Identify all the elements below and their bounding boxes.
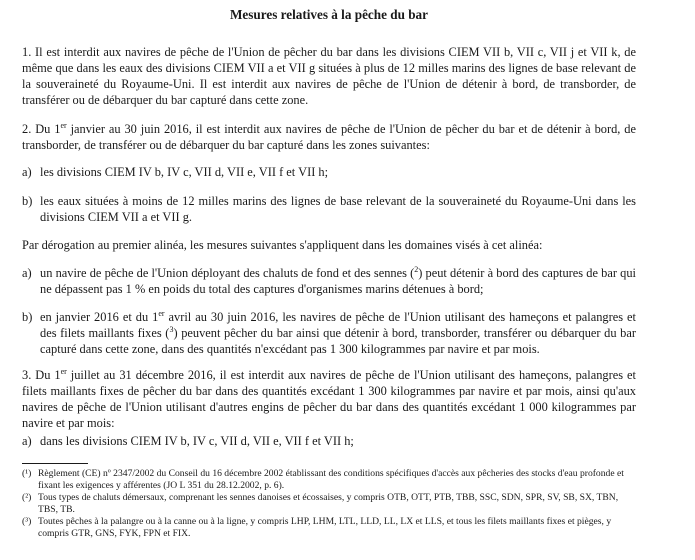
paragraph-2-rest: janvier au 30 juin 2016, il est interdit aux navires de pêche de l'Union de pêcher du bar et de détenir à bord, de transborder, de transférer ou de débarquer du bar capturé dans les zones suivantes: — [22, 122, 636, 152]
text-run: un navire de pêche de l'Union déployant des chaluts de fond et des sennes ( — [40, 266, 415, 280]
superscript: er — [158, 309, 165, 318]
derogation-paragraph: Par dérogation au premier alinéa, les mesures suivantes s'appliquent dans les domaines visés à cet alinéa: — [22, 238, 543, 252]
paragraph-3-superscript: er — [60, 367, 67, 376]
footnote-label: (²) — [22, 492, 32, 503]
text-run: ) peuvent pêcher du bar ainsi que détenir à bord, transborder, transférer ou débarquer du bar capturé dans cette zone, dans des quantités n'excédant pas 1 300 kilogrammes par navire et par mois. — [40, 326, 636, 356]
list-item-text — [40, 309, 636, 357]
footnote-text: Toutes pêches à la palangre ou à la canne ou à la ligne, y compris LHP, LHM, LTL, LLD, LL, LX et LLS, et tous les filets maillants fixes et pièges, y compris GTR, GNS, FYK, FPN et FIX. — [38, 516, 612, 539]
document-title: Mesures relatives à la pêche du bar — [229, 7, 429, 22]
list-item-label: b) — [22, 194, 33, 208]
footnote — [22, 516, 636, 540]
footnote-label: (¹) — [22, 468, 32, 479]
paragraph-3-rest: juillet au 31 décembre 2016, il est interdit aux navires de pêche de l'Union utilisant des hameçons, palangres et filets maillants fixes de pêcher du bar dans des quantités excédant 1 300 kilogrammes par navire et par mois, ainsi qu'aux navires de pêche de l'Union utilisant d'autres engins de pêcher du bar dans des quantités excédant 1 000 kilogrammes par navire et par mois: — [22, 368, 636, 430]
list-item-label: a) — [22, 165, 32, 179]
list-item-text: les eaux situées à moins de 12 milles marins des lignes de base relevant de la souveraineté du Royaume-Uni dans les divisions CIEM VII a et VII g. — [40, 194, 636, 224]
text-run: en janvier 2016 et du 1 — [40, 310, 159, 324]
paragraph-3-start: 3. Du 1 — [22, 368, 61, 382]
paragraph-1: 1. Il est interdit aux navires de pêche de l'Union de pêcher du bar dans les divisions CIEM VII b, VII c, VII j et VII k, de même que dans les eaux des divisions CIEM VII a et VII g situées à plus de 12 milles marins des lignes de base relevant de la souveraineté du Royaume-Uni. Il est interdit aux navires de pêche de l'Union de détenir à bord, de transborder, de transférer ou de débarquer du bar capturé dans cette zone. — [22, 45, 636, 107]
list-item-text — [40, 265, 636, 297]
list-item-text: dans les divisions CIEM IV b, IV c, VII d, VII e, VII f et VII h; — [40, 434, 354, 448]
list-item — [22, 164, 636, 180]
footnote-text: Règlement (CE) nº 2347/2002 du Conseil du 16 décembre 2002 établissant des conditions spécifiques d'accès aux pêcheries des stocks d'eau profonde et fixant les exigences y afférentes (JO L 351 du 28.12.2002, p. 6). — [38, 468, 624, 491]
paragraph-2-start: 2. Du 1 — [22, 122, 61, 136]
list-item-label: b) — [22, 310, 33, 324]
list-item-text: les divisions CIEM IV b, IV c, VII d, VII e, VII f et VII h; — [40, 165, 329, 179]
paragraph-2-superscript: er — [60, 121, 67, 130]
list-item-label: a) — [22, 434, 32, 448]
text-run: avril au 30 juin 2016, les navires de pêche de l'Union utilisant des hameçons et palangres et des filets maillants fixes ( — [40, 310, 636, 340]
text-run: ) peut détenir à bord des captures de bar qui ne dépassent pas 1 % en poids du total des captures d'organismes marins détenues à bord; — [40, 266, 636, 296]
footnote-ref: 2 — [414, 265, 419, 274]
footnote-label: (³) — [22, 516, 32, 527]
derogation-item-a — [22, 265, 636, 297]
list-item — [22, 193, 636, 225]
footnote-ref: 3 — [169, 325, 174, 334]
footnote — [22, 468, 636, 492]
paragraph-3 — [22, 367, 636, 431]
list-item — [22, 433, 636, 449]
footnote — [22, 492, 636, 516]
footnote-separator — [22, 463, 88, 464]
list-item-label: a) — [22, 266, 32, 280]
derogation-item-b — [22, 309, 636, 357]
footnote-text: Tous types de chaluts démersaux, comprenant les sennes danoises et écossaises, y compris OTB, OTT, PTB, TBB, SSC, SDN, SPR, SV, SB, SX, TBN, TBS, TB. — [38, 492, 619, 515]
paragraph-2 — [22, 121, 636, 153]
